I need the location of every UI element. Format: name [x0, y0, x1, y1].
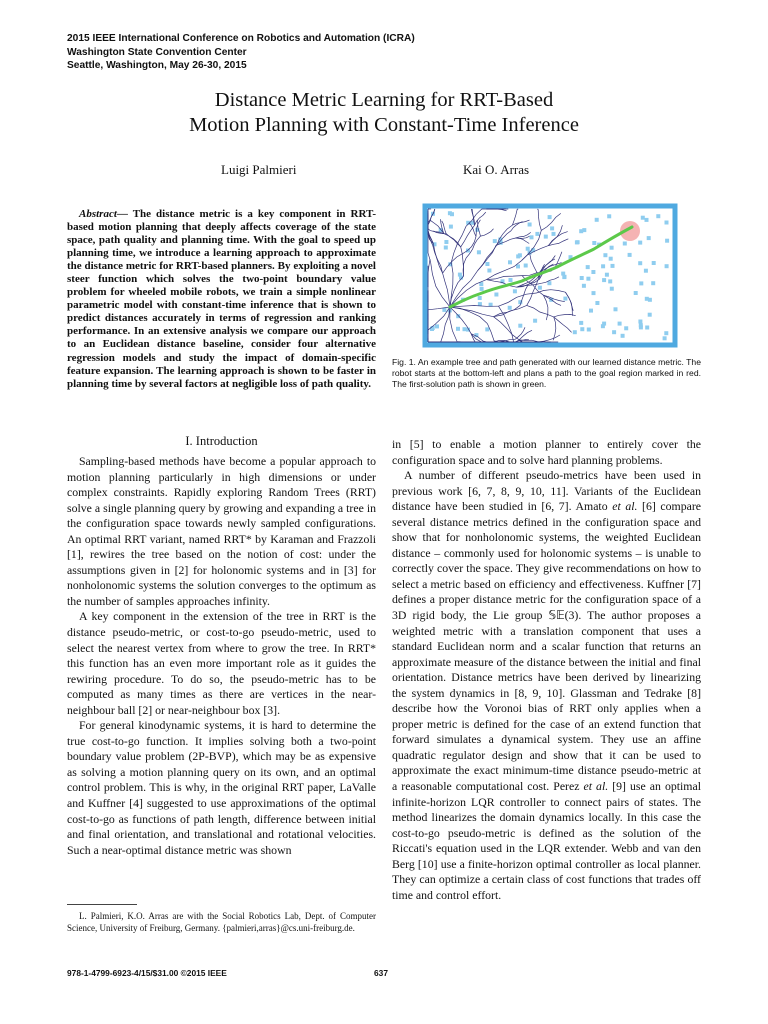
obstacle — [493, 239, 497, 243]
obstacle — [591, 270, 595, 274]
obstacle — [652, 261, 656, 265]
right-paragraph-2-part-a: A number of different pseudo-metrics have been used in previous work [6, 7, 8, 9, 10, 11]. Variants of the Euclidean distance have been studied in [6, 7]. Amato — [392, 468, 701, 514]
obstacle — [592, 291, 596, 295]
obstacle — [645, 218, 649, 222]
obstacle — [547, 281, 551, 285]
obstacle — [647, 236, 651, 240]
obstacle — [623, 242, 627, 246]
obstacle — [602, 278, 606, 282]
obstacle — [516, 264, 520, 268]
obstacle — [608, 279, 612, 283]
obstacle — [611, 264, 615, 268]
obstacle — [478, 296, 482, 300]
obstacle — [609, 257, 613, 261]
copyright-footer: 978-1-4799-6923-4/15/$31.00 ©2015 IEEE — [67, 968, 227, 978]
obstacle — [509, 278, 513, 282]
figure-caption: Fig. 1. An example tree and path generated with our learned distance metric. The robot starts at the bottom-left and plans a path to the goal region marked in red. The first-solution path is shown in green. — [392, 357, 701, 390]
obstacle — [641, 216, 645, 220]
obstacle — [544, 235, 548, 239]
obstacle — [463, 327, 467, 331]
obstacle — [442, 308, 446, 312]
obstacle — [621, 334, 625, 338]
obstacle — [456, 327, 460, 331]
obstacle — [508, 260, 512, 264]
obstacle — [644, 269, 648, 273]
obstacle — [528, 223, 532, 227]
obstacle — [638, 261, 642, 265]
obstacle — [563, 297, 567, 301]
obstacle — [665, 239, 669, 243]
conference-location-date: Seattle, Washington, May 26-30, 2015 — [67, 60, 247, 72]
intro-paragraph-3: For general kinodynamic systems, it is hard to determine the true cost-to-go function. It implies solving both a two-point boundary value problem (2P-BVP), which may be as expensive as solving a motion planning query on its own, and an optimal control problem. This is why, in the original RRT paper, LaValle and Kuffner [4] suggested to use approximations of the optimal cost-to-go as functions of path length, difference between initial and final orientation, and translational and rotational velocities. Such a near-optimal distance metric was shown — [67, 718, 376, 857]
obstacle — [589, 309, 593, 313]
right-paragraph-2-part-b: [6] compare several distance metrics defined in the configuration space and show that for nonholonomic systems, the weighted Euclidean distance – commonly used for holonomic systems – is unable to correctly cover the space. They give recommendations on how to select a metric based on efficiency and effectiveness. Kuffner [7] defines a proper distance metric for the configuration space of a 3D rigid body, the Lie group 𝕊𝔼(3). The author proposes a weighted metric with a translation component that uses a standard Euclidean norm and a scalar function that returns an approximate measure of the distance between the initial and final orientation. Distance metrics have been derived by linearizing the system dynamics in [8, 9, 10]. Glassman and Tedrake [8] describe how the Voronoi bias of RRT only applies when a proper metric is defined for the case of an extend function that forward simulates a dynamical system. They use an affine quadratic regulator design and show that it can be used to approximate the exact minimum-time distance pseudo-metric at a reasonable computational cost. Perez — [392, 499, 702, 794]
obstacle — [610, 246, 614, 250]
obstacle — [607, 214, 611, 218]
obstacle — [645, 297, 649, 301]
obstacle — [552, 232, 556, 236]
obstacle — [610, 287, 614, 291]
footnote-text: L. Palmieri, K.O. Arras are with the Social Robotics Lab, Dept. of Computer Science, University of Freiburg, Germany. {palmieri,arras}@cs.uni-freiburg.de. — [67, 911, 376, 933]
obstacle — [595, 301, 599, 305]
abstract — [67, 208, 376, 391]
intro-paragraph-2: A key component in the extension of the tree in RRT is the distance pseudo-metric, or cost-to-go pseudo-metric, used to select the nearest vertex from where to grow the tree. In RRT* this function has an even more important role as it guides the rewiring procedure. To do so, the pseudo-metric has to be computed as many times as there are vertices in the near-neighbour ball [2] or near-neighbour box [3]. — [67, 609, 376, 717]
obstacle — [605, 273, 609, 277]
obstacle — [573, 330, 577, 334]
obstacle — [480, 287, 484, 291]
obstacle — [538, 286, 542, 290]
conference-venue: Washington State Convention Center — [67, 46, 247, 58]
obstacle — [618, 322, 622, 326]
et-al-2: et al. — [583, 779, 609, 794]
obstacle — [535, 232, 539, 236]
footnote-divider — [67, 904, 137, 905]
obstacle — [513, 289, 517, 293]
obstacle — [580, 327, 584, 331]
obstacle — [444, 246, 448, 250]
obstacle — [648, 313, 652, 317]
conference-header — [67, 32, 415, 73]
right-paragraph-2 — [392, 468, 701, 903]
obstacle — [576, 240, 580, 244]
obstacle — [485, 262, 489, 266]
obstacle — [485, 327, 489, 331]
obstacle — [586, 265, 590, 269]
title-line-2: Motion Planning with Constant-Time Inference — [189, 114, 579, 136]
obstacle — [624, 326, 628, 330]
obstacle — [494, 293, 498, 297]
affiliation-footnote — [67, 911, 376, 934]
obstacle — [638, 320, 642, 324]
obstacle — [449, 225, 453, 229]
obstacle — [587, 328, 591, 332]
obstacle — [665, 264, 669, 268]
intro-paragraph-1: Sampling-based methods have become a popular approach to motion planning particularly in high dimensions or under complex constraints. Rapidly exploring Random Trees (RRT) solve a single planning query by growing and expanding a tree in the configuration space towards newly sampled configurations. An optimal RRT variant, named RRT* by Karaman and Frazzoli [1], rewires the tree based on the notion of cost: under the assumptions given in [2] for holonomic systems and in [3] for nonholonomic systems the solution converges to the optimum as the number of samples approaches infinity. — [67, 454, 376, 608]
title-line-1: Distance Metric Learning for RRT-Based — [214, 89, 554, 111]
obstacle — [435, 324, 439, 328]
obstacle — [530, 235, 534, 239]
obstacle — [579, 321, 583, 325]
conference-name: 2015 IEEE International Conference on Robotics and Automation (ICRA) — [67, 33, 415, 44]
obstacle — [665, 221, 669, 225]
obstacle — [444, 240, 448, 244]
right-column-body — [392, 437, 701, 903]
figure-rrt-tree — [422, 203, 678, 348]
obstacle — [656, 214, 660, 218]
obstacle — [628, 253, 632, 257]
obstacle — [595, 218, 599, 222]
obstacle — [533, 319, 537, 323]
obstacle — [592, 241, 596, 245]
section-heading-introduction: I. Introduction — [185, 434, 258, 448]
obstacle — [638, 241, 642, 245]
obstacle — [639, 325, 643, 329]
author-1: Luigi Palmieri — [221, 162, 297, 177]
obstacle — [664, 331, 668, 335]
obstacle — [663, 336, 667, 340]
obstacle — [582, 228, 586, 232]
left-column-body — [67, 454, 376, 858]
obstacle — [582, 284, 586, 288]
obstacle — [526, 247, 530, 251]
right-paragraph-2-part-c: [9] use an optimal infinite-horizon LQR controller to connect pairs of states. The method linearizes the domain dynamics locally. In this case the cost-to-go pseudo-metric is defined as the solution of the Riccati's equation used in the LQR extender. Webb and van den Berg [10] use a finite-horizon optimal controller as local planner. They can optimize a certain class of cost functions that trades off time and control effort. — [392, 779, 701, 902]
page-number: 637 — [374, 968, 388, 978]
obstacle — [612, 330, 616, 334]
obstacle — [548, 215, 552, 219]
obstacle — [601, 264, 605, 268]
obstacle — [561, 272, 565, 276]
obstacle — [518, 324, 522, 328]
abstract-text: — The distance metric is a key component in RRT-based motion planning that deeply affects coverage of the state space, path quality and planning time. With the goal to speed up planning time, we introduce a learning approach to approximate the distance metric for RRT-based planners. By exploiting a novel steer function which solves the two-point boundary value problem for wheeled mobile robots, we train a simple nonlinear parametric model with constant-time inference that is shown to predict distances accurately in terms of regression and ranking performance. In an extensive analysis we compare our approach to an Euclidean distance baseline, consider four alternative regression models and study the impact of domain-specific feature expansion. The learning approach is shown to be faster in planning time by several factors at negligible loss of path quality. — [67, 208, 376, 390]
obstacle — [614, 307, 618, 311]
obstacle — [450, 212, 454, 216]
obstacle — [651, 281, 655, 285]
obstacle — [603, 253, 607, 257]
abstract-label: Abstract — [79, 208, 117, 220]
obstacle — [458, 273, 462, 277]
obstacle — [477, 250, 481, 254]
obstacle — [645, 326, 649, 330]
obstacle — [524, 264, 528, 268]
obstacle — [487, 269, 491, 273]
obstacle — [601, 324, 605, 328]
obstacle — [508, 306, 512, 310]
obstacle — [516, 254, 520, 258]
author-2: Kai O. Arras — [463, 162, 530, 177]
obstacle — [550, 226, 554, 230]
obstacle — [586, 277, 590, 281]
right-paragraph-1: in [5] to enable a motion planner to entirely cover the configuration space and to solve hard planning problems. — [392, 437, 701, 467]
et-al-1: et al. — [612, 499, 638, 514]
paper-title — [0, 88, 768, 138]
obstacle — [634, 291, 638, 295]
obstacle — [639, 281, 643, 285]
obstacle — [580, 276, 584, 280]
